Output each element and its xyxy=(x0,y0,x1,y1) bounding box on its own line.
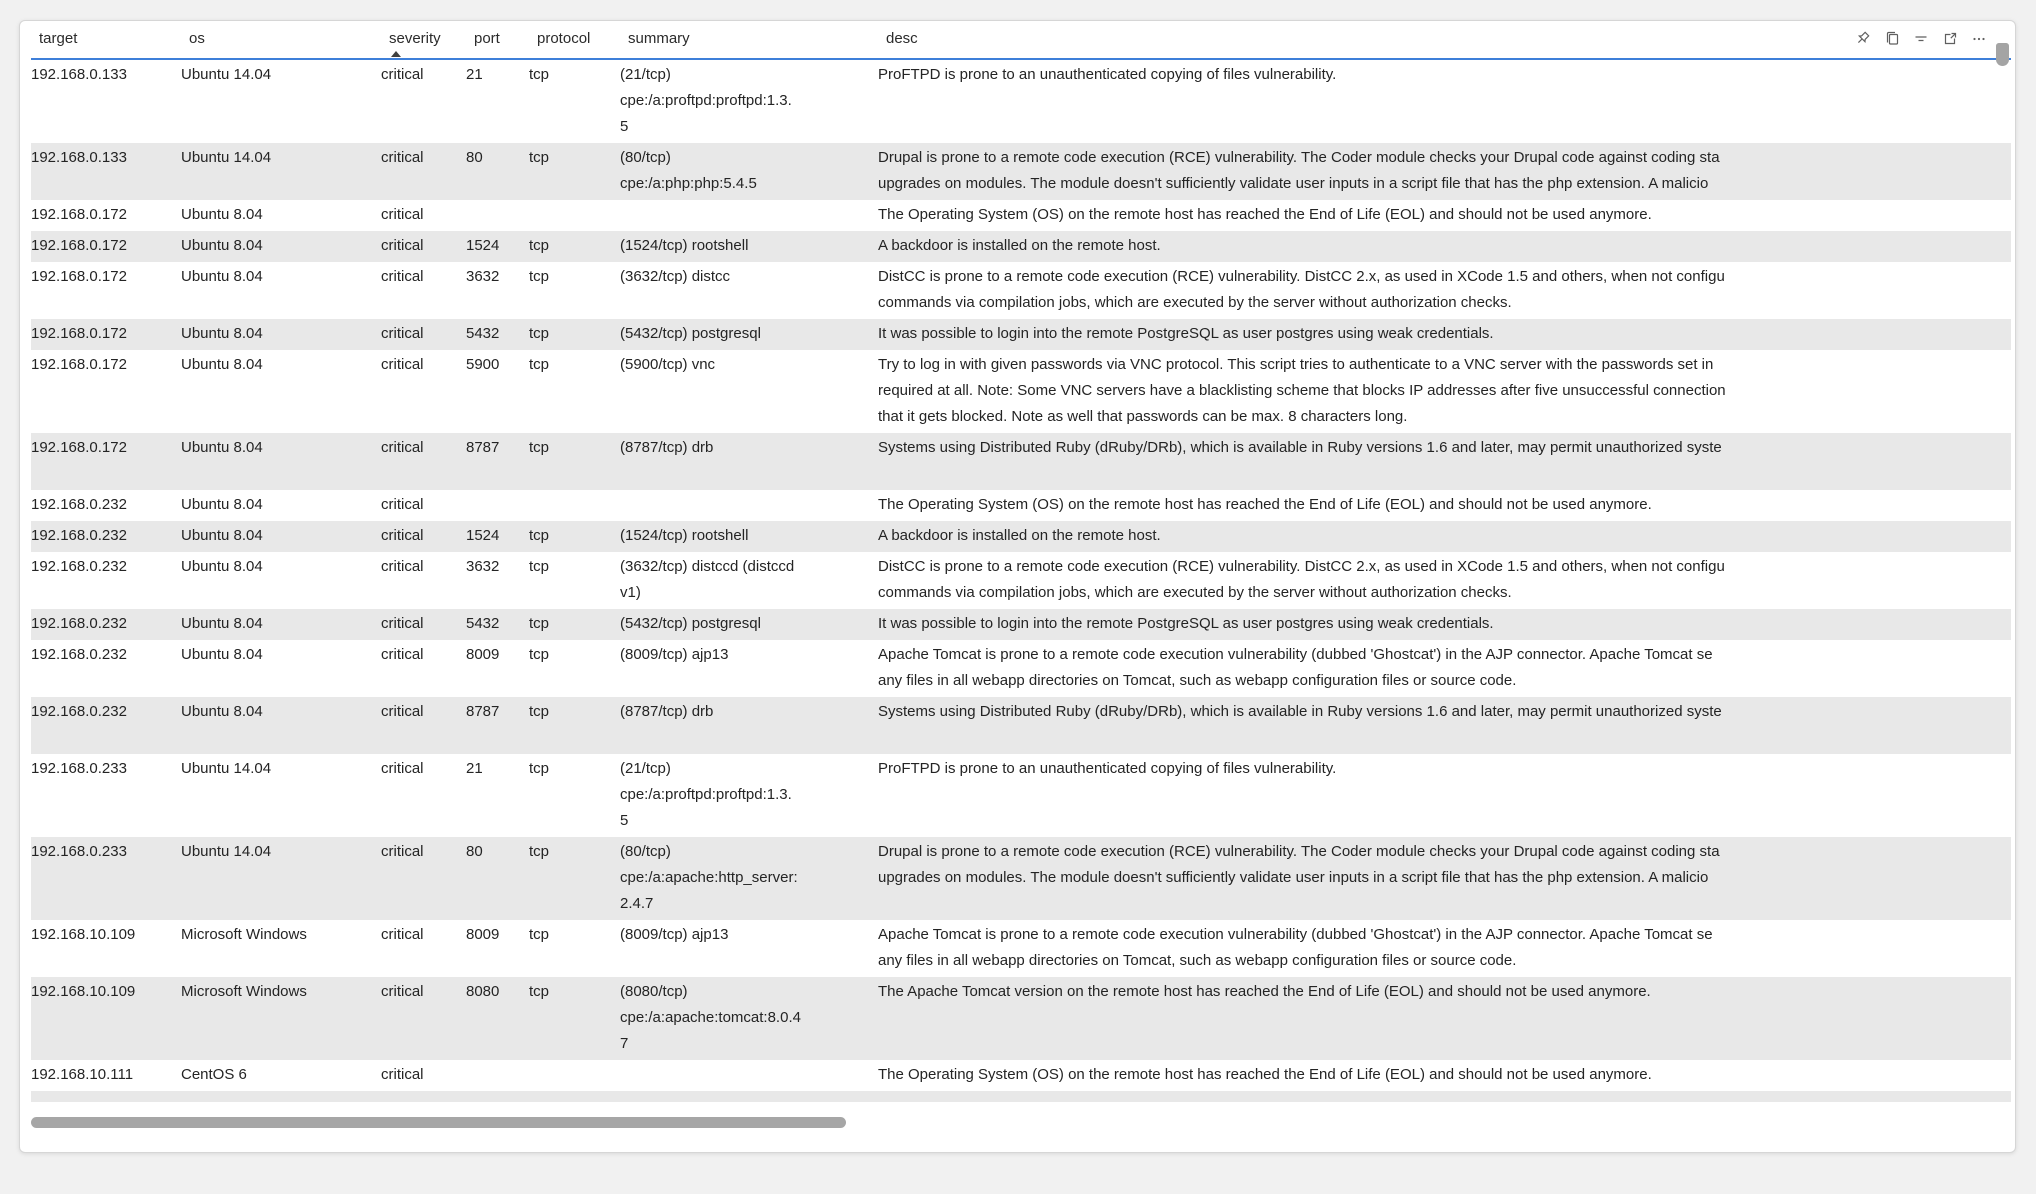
table-row[interactable] xyxy=(31,1060,2011,1091)
cell-os: Ubuntu 8.04 xyxy=(181,646,263,663)
cell-os: CentOS 6 xyxy=(181,1066,247,1083)
cell-severity: critical xyxy=(381,66,424,83)
cell-os: Ubuntu 8.04 xyxy=(181,356,263,373)
cell-protocol: tcp xyxy=(529,439,550,456)
cell-protocol: tcp xyxy=(529,527,550,544)
table-header-row xyxy=(31,21,2011,60)
cell-target: 192.168.0.232 xyxy=(31,496,127,513)
cell-summary: (5432/tcp) postgresql xyxy=(620,325,761,342)
cell-os: Ubuntu 14.04 xyxy=(181,149,272,166)
table-row[interactable] xyxy=(31,350,2011,433)
cell-target: 192.168.0.232 xyxy=(31,527,127,544)
table-row[interactable] xyxy=(31,200,2011,231)
sort-ascending-icon xyxy=(391,51,401,57)
cell-port: 8787 xyxy=(466,439,500,456)
cell-summary: (1524/tcp) rootshell xyxy=(620,237,749,254)
table-row[interactable] xyxy=(31,697,2011,754)
cell-os: Ubuntu 8.04 xyxy=(181,237,263,254)
cell-port: 80 xyxy=(466,149,483,166)
cell-port: 8009 xyxy=(466,926,500,943)
cell-port: 5432 xyxy=(466,615,500,632)
table-row[interactable] xyxy=(31,552,2011,609)
cell-port: 5900 xyxy=(466,356,500,373)
column-header-port[interactable]: port xyxy=(474,30,500,47)
cell-severity: critical xyxy=(381,843,424,860)
cell-severity: critical xyxy=(381,646,424,663)
cell-os: Ubuntu 8.04 xyxy=(181,496,263,513)
cell-protocol: tcp xyxy=(529,760,550,777)
cell-port: 8080 xyxy=(466,983,500,1000)
table-row[interactable] xyxy=(31,521,2011,552)
cell-port: 8009 xyxy=(466,646,500,663)
column-header-target[interactable]: target xyxy=(39,30,78,47)
cell-desc: It was possible to login into the remote PostgreSQL as user postgres using weak credentials. xyxy=(878,325,1494,342)
cell-port: 21 xyxy=(466,760,483,777)
cell-target: 192.168.0.172 xyxy=(31,268,127,285)
cell-target: 192.168.0.172 xyxy=(31,356,127,373)
cell-desc: Systems using Distributed Ruby (dRuby/DRb), which is available in Ruby versions 1.6 and later, may permit unauthorized syste xyxy=(878,703,1722,720)
cell-desc: Apache Tomcat is prone to a remote code execution vulnerability (dubbed 'Ghostcat') in the AJP connector. Apache Tomcat se any files in all webapp directories on Tomcat, such as webapp configuration files or source code. xyxy=(878,926,1713,969)
cell-severity: critical xyxy=(381,558,424,575)
cell-os: Ubuntu 8.04 xyxy=(181,615,263,632)
cell-severity: critical xyxy=(381,760,424,777)
cell-severity: critical xyxy=(381,268,424,285)
cell-desc: The Apache Tomcat version on the remote host has reached the End of Life (EOL) and should not be used anymore. xyxy=(878,983,1651,1000)
cell-port: 1524 xyxy=(466,527,500,544)
cell-desc: A backdoor is installed on the remote host. xyxy=(878,527,1161,544)
cell-desc: Apache Tomcat is prone to a remote code execution vulnerability (dubbed 'Ghostcat') in the AJP connector. Apache Tomcat se any files in all webapp directories on Tomcat, such as webapp configuration files or source code. xyxy=(878,646,1713,689)
table-row[interactable] xyxy=(31,837,2011,920)
cell-protocol: tcp xyxy=(529,237,550,254)
cell-target: 192.168.0.133 xyxy=(31,66,127,83)
cell-target: 192.168.0.232 xyxy=(31,646,127,663)
cell-target: 192.168.10.111 xyxy=(31,1066,134,1083)
cell-protocol: tcp xyxy=(529,268,550,285)
cell-summary: (1524/tcp) rootshell xyxy=(620,527,749,544)
cell-severity: critical xyxy=(381,149,424,166)
cell-summary: (5432/tcp) postgresql xyxy=(620,615,761,632)
cell-desc: ProFTPD is prone to an unauthenticated copying of files vulnerability. xyxy=(878,66,1337,83)
cell-desc: DistCC is prone to a remote code execution (RCE) vulnerability. DistCC 2.x, as used in XCode 1.5 and others, when not configu commands via compilation jobs, which are executed by the server without authorization checks. xyxy=(878,558,1725,601)
table-row[interactable] xyxy=(31,977,2011,1060)
cell-target: 192.168.0.232 xyxy=(31,558,127,575)
cell-port: 5432 xyxy=(466,325,500,342)
cell-summary: (8009/tcp) ajp13 xyxy=(620,646,729,663)
cell-desc: DistCC is prone to a remote code execution (RCE) vulnerability. DistCC 2.x, as used in XCode 1.5 and others, when not configu commands via compilation jobs, which are executed by the server without authorization checks. xyxy=(878,268,1725,311)
cell-protocol: tcp xyxy=(529,149,550,166)
cell-protocol: tcp xyxy=(529,843,550,860)
cell-summary: (8080/tcp) cpe:/a:apache:tomcat:8.0.4 7 xyxy=(620,983,801,1052)
cell-os: Microsoft Windows xyxy=(181,926,307,943)
cell-severity: critical xyxy=(381,325,424,342)
cell-desc: The Operating System (OS) on the remote host has reached the End of Life (EOL) and should not be used anymore. xyxy=(878,496,1652,513)
cell-port: 8787 xyxy=(466,703,500,720)
cell-os: Ubuntu 8.04 xyxy=(181,527,263,544)
cell-desc: Drupal is prone to a remote code execution (RCE) vulnerability. The Coder module checks your Drupal code against coding sta upgrades on modules. The module doesn't sufficiently validate user inputs in a script file that has the php extension. A malicio xyxy=(878,149,1720,192)
cell-desc: Try to log in with given passwords via VNC protocol. This script tries to authenticate to a VNC server with the passwords set in required at all. Note: Some VNC servers have a blacklisting scheme that blocks IP addresses after five unsuccessful connection that it gets blocked. Note as well that passwords can be max. 8 characters long. xyxy=(878,356,1726,425)
cell-target: 192.168.0.232 xyxy=(31,703,127,720)
table-row[interactable] xyxy=(31,433,2011,490)
cell-protocol: tcp xyxy=(529,356,550,373)
table-body xyxy=(31,60,2011,1091)
cell-os: Ubuntu 8.04 xyxy=(181,325,263,342)
cell-severity: critical xyxy=(381,926,424,943)
table-row[interactable] xyxy=(31,231,2011,262)
cell-protocol: tcp xyxy=(529,66,550,83)
cell-protocol: tcp xyxy=(529,983,550,1000)
cell-summary: (80/tcp) cpe:/a:php:php:5.4.5 xyxy=(620,149,757,192)
cell-os: Ubuntu 8.04 xyxy=(181,703,263,720)
cell-target: 192.168.10.109 xyxy=(31,926,136,943)
cell-desc: A backdoor is installed on the remote host. xyxy=(878,237,1161,254)
column-header-protocol[interactable]: protocol xyxy=(537,30,591,47)
cell-port: 3632 xyxy=(466,558,500,575)
cell-severity: critical xyxy=(381,703,424,720)
cell-target: 192.168.0.172 xyxy=(31,439,127,456)
cell-port: 3632 xyxy=(466,268,500,285)
cell-port: 1524 xyxy=(466,237,500,254)
cell-summary: (21/tcp) cpe:/a:proftpd:proftpd:1.3. 5 xyxy=(620,66,792,135)
table-row[interactable] xyxy=(31,143,2011,200)
cell-summary: (3632/tcp) distccd (distccd v1) xyxy=(620,558,795,601)
cell-os: Ubuntu 14.04 xyxy=(181,760,272,777)
cell-desc: It was possible to login into the remote PostgreSQL as user postgres using weak credentials. xyxy=(878,615,1494,632)
cell-port: 80 xyxy=(466,843,483,860)
cell-os: Ubuntu 8.04 xyxy=(181,268,263,285)
cell-os: Ubuntu 8.04 xyxy=(181,439,263,456)
cell-severity: critical xyxy=(381,983,424,1000)
cell-target: 192.168.0.172 xyxy=(31,325,127,342)
column-header-severity-label: severity xyxy=(389,30,441,47)
column-header-summary[interactable]: summary xyxy=(628,30,690,47)
cell-severity: critical xyxy=(381,439,424,456)
table-row[interactable] xyxy=(31,920,2011,977)
cell-protocol: tcp xyxy=(529,558,550,575)
cell-summary: (8787/tcp) drb xyxy=(620,439,714,456)
cell-severity: critical xyxy=(381,1066,424,1083)
cell-summary: (3632/tcp) distcc xyxy=(620,268,731,285)
cell-target: 192.168.0.133 xyxy=(31,149,127,166)
cell-os: Ubuntu 14.04 xyxy=(181,66,272,83)
cell-desc: ProFTPD is prone to an unauthenticated copying of files vulnerability. xyxy=(878,760,1337,777)
cell-protocol: tcp xyxy=(529,703,550,720)
table-row[interactable] xyxy=(31,640,2011,697)
cell-target: 192.168.10.109 xyxy=(31,983,136,1000)
cell-target: 192.168.0.233 xyxy=(31,760,127,777)
cell-target: 192.168.0.172 xyxy=(31,206,127,223)
column-header-os[interactable]: os xyxy=(189,30,205,47)
vulnerability-table xyxy=(31,21,2011,1102)
data-table-card xyxy=(19,20,2016,1153)
table-row-partial xyxy=(31,1091,2011,1102)
cell-desc: The Operating System (OS) on the remote host has reached the End of Life (EOL) and should not be used anymore. xyxy=(878,206,1652,223)
cell-summary: (8787/tcp) drb xyxy=(620,703,714,720)
vertical-scrollbar-thumb[interactable] xyxy=(1996,43,2009,66)
cell-target: 192.168.0.233 xyxy=(31,843,127,860)
cell-target: 192.168.0.232 xyxy=(31,615,127,632)
cell-summary: (21/tcp) cpe:/a:proftpd:proftpd:1.3. 5 xyxy=(620,760,792,829)
table-row[interactable] xyxy=(31,490,2011,521)
horizontal-scrollbar-thumb[interactable] xyxy=(31,1117,846,1128)
cell-severity: critical xyxy=(381,237,424,254)
cell-protocol: tcp xyxy=(529,325,550,342)
cell-desc: The Operating System (OS) on the remote host has reached the End of Life (EOL) and should not be used anymore. xyxy=(878,1066,1652,1083)
cell-os: Ubuntu 14.04 xyxy=(181,843,272,860)
table-row[interactable] xyxy=(31,609,2011,640)
cell-protocol: tcp xyxy=(529,615,550,632)
table-row[interactable] xyxy=(31,262,2011,319)
column-header-severity[interactable] xyxy=(389,30,474,57)
cell-severity: critical xyxy=(381,615,424,632)
cell-severity: critical xyxy=(381,356,424,373)
table-row[interactable] xyxy=(31,60,2011,143)
cell-desc: Systems using Distributed Ruby (dRuby/DRb), which is available in Ruby versions 1.6 and later, may permit unauthorized syste xyxy=(878,439,1722,456)
cell-summary: (8009/tcp) ajp13 xyxy=(620,926,729,943)
cell-os: Ubuntu 8.04 xyxy=(181,558,263,575)
cell-os: Microsoft Windows xyxy=(181,983,307,1000)
cell-severity: critical xyxy=(381,206,424,223)
cell-summary: (5900/tcp) vnc xyxy=(620,356,716,373)
cell-port: 21 xyxy=(466,66,483,83)
cell-target: 192.168.0.172 xyxy=(31,237,127,254)
cell-protocol: tcp xyxy=(529,646,550,663)
cell-protocol: tcp xyxy=(529,926,550,943)
cell-severity: critical xyxy=(381,496,424,513)
table-row[interactable] xyxy=(31,319,2011,350)
cell-severity: critical xyxy=(381,527,424,544)
cell-desc: Drupal is prone to a remote code execution (RCE) vulnerability. The Coder module checks your Drupal code against coding sta upgrades on modules. The module doesn't sufficiently validate user inputs in a script file that has the php extension. A malicio xyxy=(878,843,1720,886)
column-header-desc[interactable]: desc xyxy=(886,30,918,47)
table-row[interactable] xyxy=(31,754,2011,837)
cell-summary: (80/tcp) cpe:/a:apache:http_server: 2.4.7 xyxy=(620,843,798,912)
cell-os: Ubuntu 8.04 xyxy=(181,206,263,223)
